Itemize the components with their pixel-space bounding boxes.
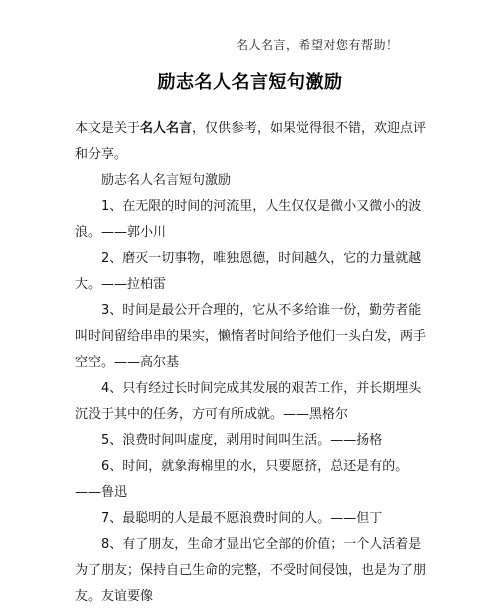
intro-suffix: ，仅供参考，如果觉得很不错，欢迎点评和分享。	[75, 121, 427, 162]
quote-item: 2、磨灭一切事物，唯独恩德，时间越久，它的力量就越大。——拉柏雷	[75, 251, 422, 292]
quote-item: 1、在无限的时间的河流里，人生仅仅是微小又微小的波浪。——郭小川	[75, 199, 422, 240]
page-title: 励志名人名言短句激励	[157, 72, 343, 93]
quote-item: 3、时间是最公开合理的，它从不多给谁一份，勤劳者能叫时间留给串串的果实，懒惰者时间给予他们一头白发，两手空空。——高尔基	[75, 303, 427, 370]
quote-item: 5、浪费时间叫虚度，剥用时间叫生活。——扬格	[101, 433, 383, 448]
intro-paragraph	[75, 116, 427, 168]
intro-prefix: 本文是关于	[75, 121, 141, 136]
quote-item: 4、只有经过长时间完成其发展的艰苦工作，并长期埋头沉没于其中的任务，方可有所成就。——黑格尔	[75, 381, 422, 422]
intro-keyword: 名人名言	[140, 121, 193, 136]
article-subtitle: 励志名人名言短句激励	[101, 173, 232, 188]
quote-item: 7、最聪明的人是最不愿浪费时间的人。——但丁	[101, 511, 383, 526]
article-body	[75, 116, 427, 610]
header-note: 名人名言，希望对您有帮助！	[236, 38, 399, 52]
quote-item: 6、时间，就象海棉里的水，只要愿挤，总还是有的。——鲁迅	[75, 459, 409, 500]
quote-item: 8、有了朋友，生命才显出它全部的价值；一个人活着是为了朋友；保持自己生命的完整，不受时间侵蚀，也是为了朋友。友谊要像	[75, 537, 427, 604]
